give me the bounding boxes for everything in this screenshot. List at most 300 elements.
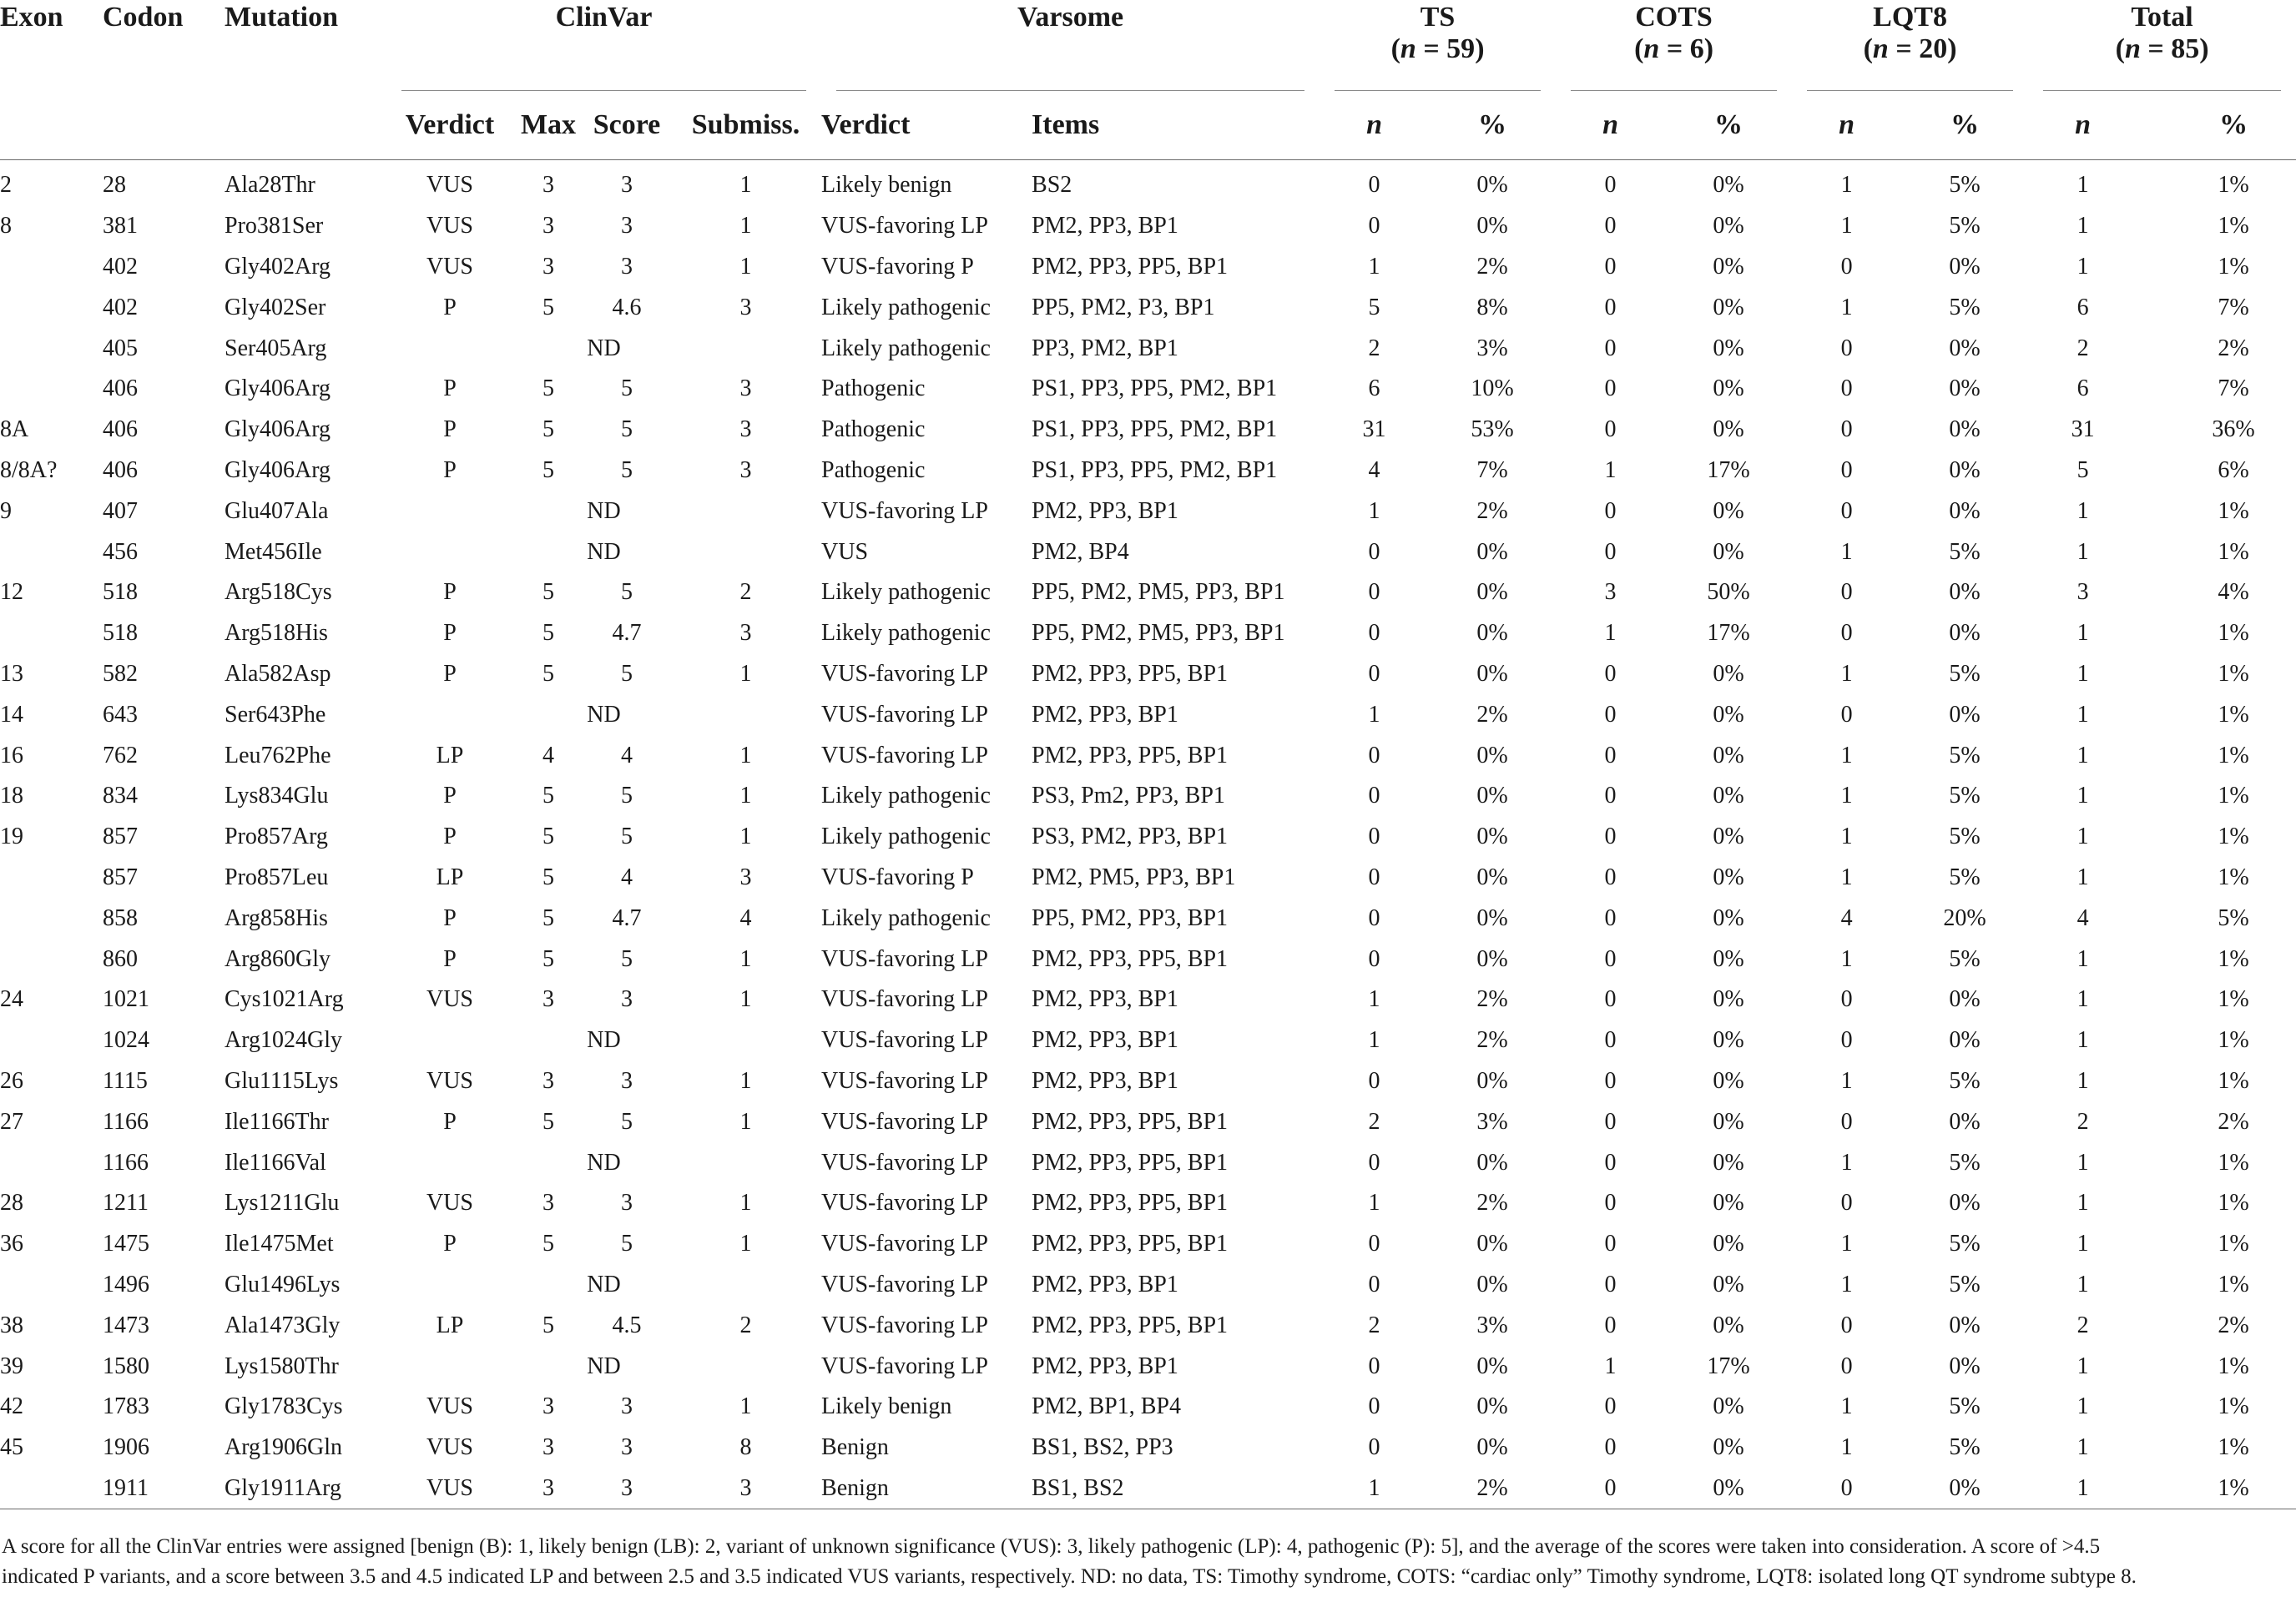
cell-clinvar-submiss: 1 bbox=[739, 1190, 752, 1217]
group-header-ts bbox=[1320, 0, 1556, 91]
cell-lqt8-pct: 5% bbox=[1949, 783, 1981, 809]
cell-total-pct: 1% bbox=[2218, 945, 2249, 972]
cell-varsome-verdict: VUS-favoring LP bbox=[821, 1231, 988, 1257]
cell-varsome-items: BS1, BS2 bbox=[1032, 1469, 1320, 1509]
cell-cots-n: 0 bbox=[1604, 864, 1617, 890]
table-row bbox=[0, 1265, 2296, 1306]
cell-varsome-items: PM2, PP3, PP5, BP1 bbox=[1032, 945, 1229, 972]
cell-total-n: 31 bbox=[2071, 416, 2095, 443]
col-header-total-n: n bbox=[2028, 91, 2137, 160]
cell-varsome-verdict: VUS-favoring LP bbox=[821, 701, 988, 728]
cell-codon: 518 bbox=[103, 579, 138, 606]
cell-codon: 1580 bbox=[103, 1353, 149, 1379]
cell-cots-n: 0 bbox=[1604, 945, 1617, 972]
cell-lqt8-pct: 20% bbox=[1943, 904, 1986, 931]
cell-varsome-verdict: VUS-favoring LP bbox=[821, 742, 988, 768]
cell-clinvar-max: 5 bbox=[542, 904, 554, 931]
group-rule-ts bbox=[1335, 90, 1541, 91]
cell-cots-pct: 17% bbox=[1707, 456, 1750, 483]
cell-clinvar-verdict: VUS bbox=[426, 172, 473, 199]
cell-mutation: Ala28Thr bbox=[225, 172, 315, 199]
cell-clinvar-submiss: 1 bbox=[739, 945, 752, 972]
footnote-line-1: A score for all the ClinVar entries were assigned [benign (B): 1, likely benign (LB): 2, variant of unknown significance (VUS): 3, likely pathogenic (LP): 4, pathogenic (P): 5], and the average of the scores were taken into consideration. A score of >4.5 bbox=[2, 1535, 2101, 1558]
cell-clinvar-max: 5 bbox=[542, 620, 554, 647]
cell-lqt8-n: 0 bbox=[1840, 701, 1853, 728]
cell-codon: 1783 bbox=[103, 1393, 149, 1420]
cell-mutation: Ala582Asp bbox=[225, 660, 331, 687]
cell-cots-pct: 17% bbox=[1707, 1353, 1750, 1379]
cell-codon: 518 bbox=[103, 620, 138, 647]
cell-total-pct: 5% bbox=[2218, 904, 2249, 931]
cell-varsome-items: PM2, PP3, BP1 bbox=[1032, 1027, 1178, 1054]
cell-codon: 405 bbox=[103, 335, 138, 361]
cell-ts-n: 0 bbox=[1368, 660, 1380, 687]
cell-cots-pct: 50% bbox=[1707, 579, 1750, 606]
cell-lqt8-n: 1 bbox=[1840, 1434, 1853, 1461]
cell-codon: 381 bbox=[103, 213, 138, 239]
cell-varsome-items: PS1, PP3, PP5, PM2, BP1 bbox=[1032, 456, 1278, 483]
cell-clinvar-submiss: 1 bbox=[739, 986, 752, 1013]
cell-clinvar-submiss: 1 bbox=[739, 742, 752, 768]
cell-total-n: 1 bbox=[2076, 945, 2089, 972]
cell-varsome-items: PM2, PM5, PP3, BP1 bbox=[1032, 864, 1236, 890]
cell-lqt8-pct: 5% bbox=[1949, 660, 1981, 687]
cell-ts-pct: 0% bbox=[1476, 660, 1508, 687]
cell-ts-n: 0 bbox=[1368, 579, 1380, 606]
cell-clinvar-score: 5 bbox=[621, 660, 633, 687]
cell-total-n: 1 bbox=[2028, 1469, 2137, 1509]
cell-total-pct: 1% bbox=[2218, 213, 2249, 239]
cell-clinvar-score: 3 bbox=[621, 1067, 633, 1094]
cell-cots-pct: 0% bbox=[1713, 497, 1744, 524]
group-header-varsome bbox=[821, 0, 1320, 91]
cell-cots-n: 0 bbox=[1604, 538, 1617, 565]
cell-ts-n: 2 bbox=[1368, 1312, 1380, 1338]
cell-clinvar-max: 5 bbox=[542, 824, 554, 850]
cell-mutation: Ser643Phe bbox=[225, 701, 326, 728]
cell-mutation: Gly402Arg bbox=[225, 253, 331, 280]
cell-cots-pct: 0% bbox=[1713, 904, 1744, 931]
table-row bbox=[0, 613, 2296, 654]
cell-clinvar-score: 5 bbox=[621, 375, 633, 402]
cell-mutation: Ile1166Val bbox=[225, 1149, 326, 1176]
cell-ts-n: 6 bbox=[1368, 375, 1380, 402]
cell-cots-pct: 0% bbox=[1713, 335, 1744, 361]
cell-lqt8-n: 1 bbox=[1840, 783, 1853, 809]
group-rule-clinvar bbox=[401, 90, 806, 91]
col-header-varsome-verdict: Verdict bbox=[821, 91, 1032, 160]
table-row bbox=[0, 491, 2296, 531]
cell-clinvar-verdict: LP bbox=[436, 864, 464, 890]
cell-varsome-items: PM2, PP3, PP5, BP1 bbox=[1032, 1190, 1229, 1217]
cell-ts-n: 0 bbox=[1368, 1434, 1380, 1461]
cell-clinvar-score: 5 bbox=[621, 1231, 633, 1257]
cell-clinvar-score: 4.7 bbox=[612, 620, 642, 647]
cell-lqt8-n: 0 bbox=[1840, 986, 1853, 1013]
cell-cots-pct: 0% bbox=[1713, 824, 1744, 850]
cell-cots-pct: 0% bbox=[1713, 660, 1744, 687]
cell-mutation: Glu407Ala bbox=[225, 497, 329, 524]
table-row bbox=[0, 328, 2296, 369]
cell-varsome-verdict: Likely benign bbox=[821, 172, 952, 199]
cell-total-pct: 36% bbox=[2212, 416, 2255, 443]
cell-ts-pct: 2% bbox=[1476, 497, 1508, 524]
cell-total-n: 1 bbox=[2076, 660, 2089, 687]
cell-codon: 407 bbox=[103, 497, 138, 524]
cell-ts-pct: 2% bbox=[1476, 253, 1508, 280]
table-row bbox=[0, 858, 2296, 899]
cell-varsome-verdict: VUS-favoring LP bbox=[821, 945, 988, 972]
cell-cots-pct: 0% bbox=[1713, 1271, 1744, 1297]
cell-exon bbox=[0, 287, 103, 328]
cell-cots-n: 0 bbox=[1604, 294, 1617, 320]
cell-clinvar-max: 3 bbox=[542, 1434, 554, 1461]
cell-total-pct: 1% bbox=[2218, 1231, 2249, 1257]
cell-clinvar-max: 5 bbox=[542, 1231, 554, 1257]
cell-varsome-verdict: VUS-favoring LP bbox=[821, 1190, 988, 1217]
cell-ts-n: 0 bbox=[1368, 945, 1380, 972]
cell-exon bbox=[0, 247, 103, 288]
col-header-codon: Codon bbox=[103, 2, 184, 33]
table-row bbox=[0, 160, 2296, 206]
cell-ts-pct: 0% bbox=[1476, 783, 1508, 809]
cell-lqt8-pct: 5% bbox=[1949, 538, 1981, 565]
cell-total-pct: 1% bbox=[2218, 1393, 2249, 1420]
cell-varsome-verdict: VUS-favoring LP bbox=[821, 1149, 988, 1176]
cell-exon bbox=[0, 1265, 103, 1306]
cell-ts-n: 0 bbox=[1368, 1149, 1380, 1176]
table-row bbox=[0, 531, 2296, 572]
col-header-cots-pct: % bbox=[1665, 91, 1792, 160]
cell-ts-pct: 0% bbox=[1476, 1271, 1508, 1297]
cell-clinvar-submiss: 1 bbox=[739, 213, 752, 239]
cell-codon: 402 bbox=[103, 294, 138, 320]
cell-varsome-items: PM2, PP3, BP1 bbox=[1032, 701, 1178, 728]
cell-lqt8-n: 1 bbox=[1840, 538, 1853, 565]
cell-clinvar-verdict: LP bbox=[436, 742, 464, 768]
cell-lqt8-pct: 5% bbox=[1949, 294, 1981, 320]
cell-lqt8-n: 0 bbox=[1840, 416, 1853, 443]
cell-lqt8-pct: 0% bbox=[1949, 1027, 1981, 1054]
group-n-cots: (n = 6) bbox=[1634, 33, 1714, 64]
cell-lqt8-n: 0 bbox=[1840, 456, 1853, 483]
col-header-blank-exon bbox=[0, 91, 103, 160]
cell-varsome-verdict: Likely pathogenic bbox=[821, 620, 991, 647]
cell-varsome-items: PM2, PP3, PP5, BP1 bbox=[1032, 253, 1229, 280]
cell-lqt8-n: 0 bbox=[1840, 1353, 1853, 1379]
cell-exon: 16 bbox=[0, 742, 23, 768]
cell-lqt8-pct: 0% bbox=[1949, 1190, 1981, 1217]
cell-clinvar-nd: ND bbox=[587, 1149, 621, 1176]
cell-cots-n: 0 bbox=[1604, 1108, 1617, 1135]
cell-lqt8-pct: 5% bbox=[1949, 172, 1981, 199]
cell-clinvar-submiss: 1 bbox=[739, 660, 752, 687]
cell-clinvar-score: 5 bbox=[621, 945, 633, 972]
cell-lqt8-n: 1 bbox=[1840, 742, 1853, 768]
cell-exon: 39 bbox=[0, 1353, 23, 1379]
cell-exon: 45 bbox=[0, 1434, 23, 1461]
col-header-ts-n: n bbox=[1320, 91, 1429, 160]
col-header-clinvar-max: Max bbox=[513, 91, 583, 160]
cell-clinvar-max: 3 bbox=[542, 1190, 554, 1217]
cell-lqt8-pct: 0% bbox=[1949, 1312, 1981, 1338]
col-header-lqt8-pct: % bbox=[1901, 91, 2028, 160]
cell-codon: 1473 bbox=[103, 1312, 149, 1338]
cell-clinvar-verdict: P bbox=[443, 294, 457, 320]
table-row bbox=[0, 1224, 2296, 1265]
cell-varsome-items: PS3, Pm2, PP3, BP1 bbox=[1032, 783, 1225, 809]
cell-clinvar-score: 3 bbox=[621, 213, 633, 239]
cell-clinvar-verdict: VUS bbox=[386, 1469, 513, 1509]
cell-mutation: Glu1115Lys bbox=[225, 1067, 339, 1094]
cell-cots-n: 0 bbox=[1604, 172, 1617, 199]
cell-codon: 1021 bbox=[103, 986, 149, 1013]
cell-ts-pct: 0% bbox=[1476, 945, 1508, 972]
cell-clinvar-max: 5 bbox=[542, 660, 554, 687]
cell-ts-n: 4 bbox=[1368, 456, 1380, 483]
cell-lqt8-pct: 5% bbox=[1949, 1067, 1981, 1094]
cell-ts-pct: 0% bbox=[1476, 824, 1508, 850]
cell-clinvar-score: 4.7 bbox=[612, 904, 642, 931]
cell-varsome-items: PM2, PP3, BP1 bbox=[1032, 986, 1178, 1013]
cell-lqt8-n: 1 bbox=[1840, 213, 1853, 239]
cell-clinvar-max: 4 bbox=[542, 742, 554, 768]
cell-lqt8-n: 1 bbox=[1840, 660, 1853, 687]
cell-cots-n: 0 bbox=[1604, 1393, 1617, 1420]
cell-varsome-items: PM2, PP3, PP5, BP1 bbox=[1032, 742, 1229, 768]
col-header-clinvar-verdict: Verdict bbox=[386, 91, 513, 160]
cell-total-n: 1 bbox=[2076, 497, 2089, 524]
cell-clinvar-submiss: 3 bbox=[739, 416, 752, 443]
cell-exon: 13 bbox=[0, 660, 23, 687]
cell-clinvar-max: 5 bbox=[542, 375, 554, 402]
cell-cots-pct: 0% bbox=[1713, 1434, 1744, 1461]
cell-ts-pct: 0% bbox=[1476, 864, 1508, 890]
cell-clinvar-score: 3 bbox=[621, 172, 633, 199]
cell-total-pct: 1% bbox=[2218, 1027, 2249, 1054]
cell-clinvar-max: 5 bbox=[542, 945, 554, 972]
cell-lqt8-pct: 5% bbox=[1949, 1434, 1981, 1461]
cell-exon: 9 bbox=[0, 497, 12, 524]
cell-ts-n: 0 bbox=[1368, 783, 1380, 809]
cell-mutation: Arg1906Gln bbox=[225, 1434, 343, 1461]
cell-lqt8-pct: 0% bbox=[1949, 1353, 1981, 1379]
cell-cots-pct: 0% bbox=[1713, 783, 1744, 809]
cell-ts-pct: 0% bbox=[1476, 213, 1508, 239]
cell-total-n: 1 bbox=[2076, 742, 2089, 768]
cell-varsome-items: PM2, PP3, BP1 bbox=[1032, 497, 1178, 524]
cell-varsome-verdict: VUS-favoring LP bbox=[821, 660, 988, 687]
cell-ts-n: 0 bbox=[1368, 1271, 1380, 1297]
cell-clinvar-max: 3 bbox=[542, 172, 554, 199]
cell-mutation: Leu762Phe bbox=[225, 742, 331, 768]
cell-clinvar-score: 3 bbox=[621, 1393, 633, 1420]
cell-ts-pct: 2% bbox=[1476, 986, 1508, 1013]
cell-varsome-items: PP5, PM2, PP3, BP1 bbox=[1032, 904, 1229, 931]
cell-clinvar-max: 3 bbox=[542, 1393, 554, 1420]
cell-clinvar-submiss: 2 bbox=[739, 579, 752, 606]
cell-clinvar-submiss: 1 bbox=[739, 783, 752, 809]
cell-clinvar-submiss: 3 bbox=[739, 375, 752, 402]
cell-cots-n: 3 bbox=[1604, 579, 1617, 606]
cell-total-n: 1 bbox=[2076, 1434, 2089, 1461]
cell-clinvar-score: 5 bbox=[621, 1108, 633, 1135]
cell-lqt8-pct: 5% bbox=[1949, 1271, 1981, 1297]
cell-lqt8-pct: 0% bbox=[1949, 986, 1981, 1013]
cell-exon: 8 bbox=[0, 213, 12, 239]
cell-lqt8-pct: 5% bbox=[1949, 742, 1981, 768]
cell-ts-pct: 0% bbox=[1476, 538, 1508, 565]
cell-clinvar-verdict: P bbox=[443, 824, 457, 850]
cell-clinvar-submiss: 3 bbox=[739, 456, 752, 483]
cell-clinvar-submiss: 1 bbox=[739, 1231, 752, 1257]
cell-clinvar-nd: ND bbox=[587, 538, 621, 565]
cell-codon: 857 bbox=[103, 864, 138, 890]
cell-total-pct: 1% bbox=[2218, 538, 2249, 565]
cell-total-pct: 1% bbox=[2218, 620, 2249, 647]
cell-total-n: 1 bbox=[2076, 1027, 2089, 1054]
cell-lqt8-pct: 0% bbox=[1949, 335, 1981, 361]
cell-varsome-items: PS1, PP3, PP5, PM2, BP1 bbox=[1032, 375, 1278, 402]
cell-total-n: 1 bbox=[2076, 701, 2089, 728]
table-row bbox=[0, 1061, 2296, 1102]
cell-clinvar-max: 3 bbox=[542, 213, 554, 239]
cell-cots-pct: 0% bbox=[1713, 1190, 1744, 1217]
cell-cots-n: 0 bbox=[1604, 1067, 1617, 1094]
cell-lqt8-pct: 5% bbox=[1949, 824, 1981, 850]
cell-lqt8-pct: 5% bbox=[1949, 945, 1981, 972]
cell-cots-n: 0 bbox=[1604, 253, 1617, 280]
cell-codon: 1024 bbox=[103, 1027, 149, 1054]
cell-clinvar-max: 3 bbox=[542, 986, 554, 1013]
cell-total-n: 1 bbox=[2076, 213, 2089, 239]
cell-ts-n: 1 bbox=[1368, 253, 1380, 280]
cell-total-pct: 7% bbox=[2218, 375, 2249, 402]
cell-cots-pct: 0% bbox=[1713, 172, 1744, 199]
cell-varsome-verdict: Likely benign bbox=[821, 1393, 952, 1420]
cell-cots-n: 0 bbox=[1604, 986, 1617, 1013]
cell-exon: 8A bbox=[0, 416, 29, 443]
cell-lqt8-n: 0 bbox=[1840, 497, 1853, 524]
cell-clinvar-submiss: 2 bbox=[739, 1312, 752, 1338]
cell-exon: 14 bbox=[0, 701, 23, 728]
cell-total-pct: 1% bbox=[2218, 824, 2249, 850]
cell-total-n: 5 bbox=[2076, 456, 2089, 483]
cell-varsome-verdict: VUS-favoring LP bbox=[821, 1312, 988, 1338]
cell-varsome-items: PM2, PP3, PP5, BP1 bbox=[1032, 1231, 1229, 1257]
cell-lqt8-n: 1 bbox=[1840, 945, 1853, 972]
cell-codon: 1166 bbox=[103, 1149, 149, 1176]
cell-exon bbox=[0, 898, 103, 939]
cell-varsome-items: PP5, PM2, P3, BP1 bbox=[1032, 294, 1215, 320]
cell-lqt8-n: 4 bbox=[1840, 904, 1853, 931]
cell-exon: 36 bbox=[0, 1231, 23, 1257]
cell-codon: 1166 bbox=[103, 1108, 149, 1135]
cell-lqt8-n: 1 bbox=[1840, 1393, 1853, 1420]
cell-cots-pct: 0% bbox=[1713, 1067, 1744, 1094]
cell-clinvar-nd: ND bbox=[587, 1353, 621, 1379]
cell-codon: 582 bbox=[103, 660, 138, 687]
cell-cots-pct: 0% bbox=[1713, 294, 1744, 320]
cell-codon: 643 bbox=[103, 701, 138, 728]
cell-lqt8-pct: 0% bbox=[1949, 416, 1981, 443]
cell-mutation: Lys1580Thr bbox=[225, 1353, 339, 1379]
group-title-ts: TS bbox=[1420, 2, 1456, 33]
cell-cots-pct: 0% bbox=[1713, 1393, 1744, 1420]
cell-total-pct: 1% bbox=[2218, 742, 2249, 768]
cell-ts-pct: 0% bbox=[1476, 1067, 1508, 1094]
cell-clinvar-score: 3 bbox=[583, 1469, 670, 1509]
cell-lqt8-n: 1 bbox=[1840, 1271, 1853, 1297]
group-rule-lqt8 bbox=[1807, 90, 2013, 91]
cell-cots-pct: 0% bbox=[1713, 701, 1744, 728]
table-row bbox=[0, 206, 2296, 247]
cell-mutation: Gly406Arg bbox=[225, 456, 331, 483]
cell-ts-pct: 0% bbox=[1476, 1149, 1508, 1176]
cell-varsome-items: PP3, PM2, BP1 bbox=[1032, 335, 1178, 361]
col-header-blank-mutation bbox=[225, 91, 386, 160]
cell-varsome-verdict: Likely pathogenic bbox=[821, 294, 991, 320]
cell-lqt8-pct: 0% bbox=[1901, 1469, 2028, 1509]
cell-ts-pct: 3% bbox=[1476, 1312, 1508, 1338]
cell-cots-n: 0 bbox=[1604, 783, 1617, 809]
cell-clinvar-submiss: 1 bbox=[739, 1108, 752, 1135]
cell-varsome-verdict: VUS bbox=[821, 538, 869, 565]
col-header-ts-pct: % bbox=[1429, 91, 1556, 160]
group-n-ts: (n = 59) bbox=[1390, 33, 1485, 64]
cell-ts-n: 0 bbox=[1368, 1353, 1380, 1379]
cell-lqt8-n: 0 bbox=[1840, 620, 1853, 647]
cell-exon bbox=[0, 531, 103, 572]
cell-total-pct: 6% bbox=[2218, 456, 2249, 483]
cell-cots-pct: 0% bbox=[1713, 1108, 1744, 1135]
cell-clinvar-verdict: P bbox=[443, 1108, 457, 1135]
cell-mutation: Ile1166Thr bbox=[225, 1108, 329, 1135]
cell-clinvar-nd: ND bbox=[587, 335, 621, 361]
cell-codon: 857 bbox=[103, 824, 138, 850]
cell-clinvar-nd: ND bbox=[587, 1271, 621, 1297]
cell-clinvar-verdict: VUS bbox=[426, 213, 473, 239]
table-row bbox=[0, 1469, 2296, 1509]
cell-clinvar-max: 3 bbox=[513, 1469, 583, 1509]
cell-varsome-verdict: Pathogenic bbox=[821, 456, 926, 483]
cell-total-n: 1 bbox=[2076, 172, 2089, 199]
cell-ts-n: 0 bbox=[1368, 864, 1380, 890]
cell-total-pct: 1% bbox=[2218, 701, 2249, 728]
cell-mutation: Lys834Glu bbox=[225, 783, 329, 809]
cell-ts-pct: 10% bbox=[1471, 375, 1514, 402]
cell-codon: 762 bbox=[103, 742, 138, 768]
cell-clinvar-score: 4 bbox=[621, 864, 633, 890]
cell-clinvar-submiss: 3 bbox=[739, 620, 752, 647]
cell-exon: 28 bbox=[0, 1190, 23, 1217]
cell-ts-n: 0 bbox=[1368, 620, 1380, 647]
cell-mutation: Pro857Arg bbox=[225, 824, 328, 850]
cell-clinvar-submiss: 3 bbox=[739, 294, 752, 320]
table-row bbox=[0, 247, 2296, 288]
cell-exon bbox=[0, 328, 103, 369]
cell-exon: 24 bbox=[0, 986, 23, 1013]
cell-cots-n: 0 bbox=[1604, 1027, 1617, 1054]
cell-clinvar-verdict: P bbox=[443, 375, 457, 402]
cell-mutation: Arg858His bbox=[225, 904, 328, 931]
cell-ts-n: 31 bbox=[1362, 416, 1386, 443]
cell-cots-n: 0 bbox=[1604, 1434, 1617, 1461]
cell-ts-n: 1 bbox=[1320, 1469, 1429, 1509]
cell-total-pct: 1% bbox=[2218, 1149, 2249, 1176]
cell-exon: 26 bbox=[0, 1067, 23, 1094]
table-row bbox=[0, 694, 2296, 735]
